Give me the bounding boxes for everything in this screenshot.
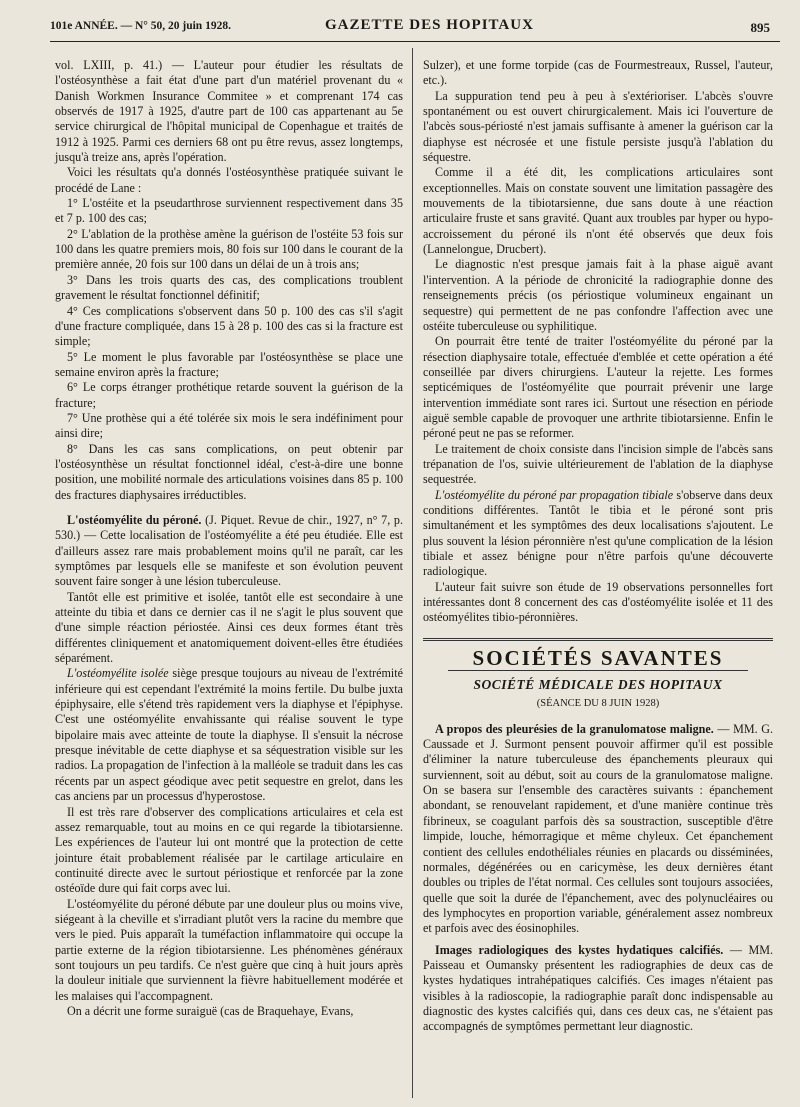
paragraph-text: s'observe dans deux conditions différentes. Tantôt le tibia et le péroné sont pris simultanément et les symptômes des deux localisations s'ajoutent. Le plus souvent la lésion péronnière n'est qu'une complication de la lésion tibiale et assez bénigne pour n'être parfois qu'une découverte radiologique. [423,487,773,579]
article-title: L'ostéomyélite du péroné. [67,512,202,527]
list-item: 3° Dans les trois quarts des cas, des complications troublent gravement le résultat fonctionnel définitif; [55,272,403,303]
paragraph: Le diagnostic n'est presque jamais fait à la phase aiguë avant l'intervention. A la période de chronicité la radiographie donne des renseignements précis (os périostique volumineux engainant un sequestre) qui permettent de ne pas confondre l'affection avec une ostéite tuberculeuse ou syphilitique. [423,257,773,333]
list-item: 4° Ces complications s'observent dans 50 p. 100 des cas s'il s'agit d'une fracture compliquée, dans 15 à 28 p. 100 des cas si la fracture est simple; [55,303,403,349]
publication-title: GAZETTE DES HOPITAUX [325,17,534,33]
issue-info: 101e ANNÉE. — N° 50, 20 juin 1928. [50,20,231,32]
paragraph: La suppuration tend peu à peu à s'extérioriser. L'abcès s'ouvre spontanément ou est ouvert chirurgicalement. Mais ici l'ouverture de l'abcès sous-périosté n'est jamais suffisante à amener la guérison car la diaphyse est nécrosée et une fistule persiste jusqu'à l'ablation du séquestre. [423,88,773,165]
list-item: 8° Dans les cas sans complications, on peut obtenir par l'ostéosynthèse un résultat fonctionnel idéal, c'est-à-dire une bonne position, une mobilité normale des articulations voisines dans 85 p. 100 des fractures diaphysaires irréductibles. [55,441,403,502]
paragraph: Tantôt elle est primitive et isolée, tantôt elle est secondaire à une atteinte du tibia et dans ce dernier cas il ne s'agit le plus souvent que d'une simple réaction périostée. Ainsi ces deux formes étant très différentes cliniquement et anatomiquement doivent-elles être étudiées séparément. [55,589,403,666]
section-divider [423,638,773,645]
article-lead: (J. Piquet. Revue de chir., 1927, n° 7, p. 530.) — Cette localisation de l'ostéomyélite a été peu étudiée. Elle est d'ailleurs assez rare mais probablement moins qu'il ne paraît, car les symptômes par lesquels elle se manifeste et son évolution peuvent souvent faire songer à une lésion tuberculeuse. [55,512,403,589]
italic-lead: L'ostéomyélite isolée [67,666,169,681]
report-title: A propos des pleurésies de la granulomatose maligne. [435,721,714,736]
section-title: SOCIÉTÉS SAVANTES [472,645,724,670]
left-column [55,58,403,1019]
society-title: SOCIÉTÉ MÉDICALE DES HOPITAUX [473,677,723,693]
session-date: (SÉANCE DU 8 JUIN 1928) [536,698,660,710]
article-osteomyelite [55,513,403,590]
paragraph: Voici les résultats qu'a donnés l'ostéosynthèse pratiquée suivant le procédé de Lane : [55,165,403,195]
report-body: — MM. Paisseau et Oumansky présentent les radiographies de deux cas de kystes hydatiques intrahépatiques calcifiés. Ces images n'étaient pas visibles à la radioscopie, la radiographie paraît donc indispensable au diagnostic des kystes calcifiés qui, dans ces deux cas, ne s'étaient pas accompagnés de symptômes permettant leur diagnostic. [423,942,774,1034]
report-kystes [423,943,773,1035]
right-column [423,58,773,1035]
list-item: 2° L'ablation de la prothèse amène la guérison de l'ostéite 53 fois sur 100 dans les quatre premiers mois, 80 fois sur 100 dans le courant de la première année, 20 fois sur 100 dans un délai de un à trois ans; [55,226,403,272]
paragraph: On a décrit une forme suraiguë (cas de Braquehaye, Evans, [67,1003,354,1018]
column-separator [412,48,413,1098]
list-item: 1° L'ostéite et la pseudarthrose surviennent respectivement dans 35 et 7 p. 100 des cas; [55,196,403,226]
paragraph: Il est très rare d'observer des complications articulaires et cela est assez remarquable, tout au moins en ce qui regarde la tibiotarsienne. Les expériences de l'auteur lui ont montré que la protection de cette jointure était probablement réalisée par le cartilage articulaire en continuité directe avec le surtout périostique et renforcée par la zone ostéoïde dure qui fait corps avec lui. [55,804,403,896]
paragraph: Comme il a été dit, les complications articulaires sont exceptionnelles. Mais on constate souvent une limitation passagère des mouvements de la tibiotarsienne, due sans doute à une réaction articulaire fruste et sans gravité. Quant aux troubles par hyper ou hypo-accroissement du péroné ils n'ont été observés que deux fois (Lannelongue, Drucbert). [423,165,773,257]
paragraph: On pourrait être tenté de traiter l'ostéomyélite du péroné par la résection diaphysaire totale, effectuée d'emblée et cette opération a été conseillée par divers chirurgiens. L'auteur la rejette. Les formes septicémiques de l'ostéomyélite que pourrait prévenir une large intervention immédiate sont rares ici. Surtout une résection en période aiguë semble capable de provoquer une arthrite tibiotarsienne. Enfin le péroné peut ne pas se reformer. [423,334,773,441]
list-item: 5° Le moment le plus favorable par l'ostéosynthèse se place une semaine environ après la fracture; [55,349,403,379]
paragraph: L'ostéomyélite du péroné débute par une douleur plus ou moins vive, siégeant à la cheville et s'irradiant plutôt vers la racine du membre que vers le pied. Puis apparaît la tuméfaction inflammatoire qui occupe la partie externe de la région tibiotarsienne. Les phénomènes généraux sont toujours un peu tardifs. Ce n'est guère que cinq à huit jours après la douleur initiale que surviennent la fièvre habituellement modérée et les malaises qui l'accompagnent. [55,896,403,1003]
list-item: 7° Une prothèse qui a été tolérée six mois le sera indéfiniment pour ainsi dire; [55,410,403,441]
page-header [50,14,780,38]
paragraph [423,488,773,580]
page-number: 895 [750,20,770,35]
paragraph: L'auteur fait suivre son étude de 19 observations personnelles fort intéressantes dont 8 concernent des cas d'ostéomyélite isolée et 11 des ostéomyélites tibio-péronnières. [423,579,773,625]
paragraph: vol. LXIII, p. 41.) — L'auteur pour étudier les résultats de l'ostéosynthèse a fait état d'une part d'un matériel provenant du « Danish Workmen Insurance Commitee » et comprenant 174 cas observés de 1917 à 1925, d'autre part de 100 cas appartenant au 5e service chirurgical de l'hôpital municipal de Copenhague et traités de 1912 à 1925. Parmi ces derniers 68 ont pu être revus, assez longtemps, jusqu'à treize ans, après l'opération. [55,58,403,165]
report-pleuresies [423,722,773,937]
paragraph: Sulzer), et une forme torpide (cas de Fourmestreaux, Russel, l'auteur, etc.). [423,58,773,88]
header-rule [50,41,780,42]
paragraph-text: siège presque toujours au niveau de l'extrémité inférieure qui est cependant l'extrémité la moins fertile. Du bulbe juxta épiphysaire, elle s'étend très rapidement vers la diaphyse et l'épiphyse. C'est une ostéomyélite envahissante qui réalise souvent le type bipolaire mais avec atteinte de toute la diaphyse. Il s'ensuit la nécrose presque inévitable de cette diaphyse et sa séquestration visible sur les radios. La propagation de l'infection à la malléole se traduit dans les cas récents par un aspect géodique avec petit sequestre en grelot, dans les cas anciens par un processus d'hyperostose. [55,666,403,804]
paragraph: Le traitement de choix consiste dans l'incision simple de l'abcès sans trépanation de l'os, suivie ultérieurement de l'ablation de la diaphyse sequestrée. [423,441,773,487]
report-title: Images radiologiques des kystes hydatiques calcifiés. [435,942,724,957]
paragraph [55,666,403,804]
section-rule [448,670,748,671]
report-body: — MM. G. Caussade et J. Surmont pensent pouvoir affirmer qu'il est possible d'éliminer la nature tuberculeuse des épanchements pleuraux qui surviennent, soit au début, soit au cours de la granulomatose maligne. On se basera sur l'ensemble des caractères suivants : épanchement abondant, se renouvelant rapidement, et d'une manière continue très fibrineux, se coagulant parfois dès sa soustraction, susceptible d'être limpide, louche, hémorragique et même chyleux. Cet épanchement contient des cellules endothéliales réunies en placards ou disséminées, normales, dégénérées ou en caricymèse, les deux dernières étant doubles ou triples de l'état normal. Ces cellules sont toujours associées, quelle que soit la durée de l'épanchement, avec des polynucléaires ou des lymphocytes en proportion variable, généralement assez nombreux et parfois avec des éosinophiles. [423,721,774,936]
italic-lead: L'ostéomyélite du péroné par propagation tibiale [435,487,674,502]
list-item: 6° Le corps étranger prothétique retarde souvent la guérison de la fracture; [55,380,403,410]
